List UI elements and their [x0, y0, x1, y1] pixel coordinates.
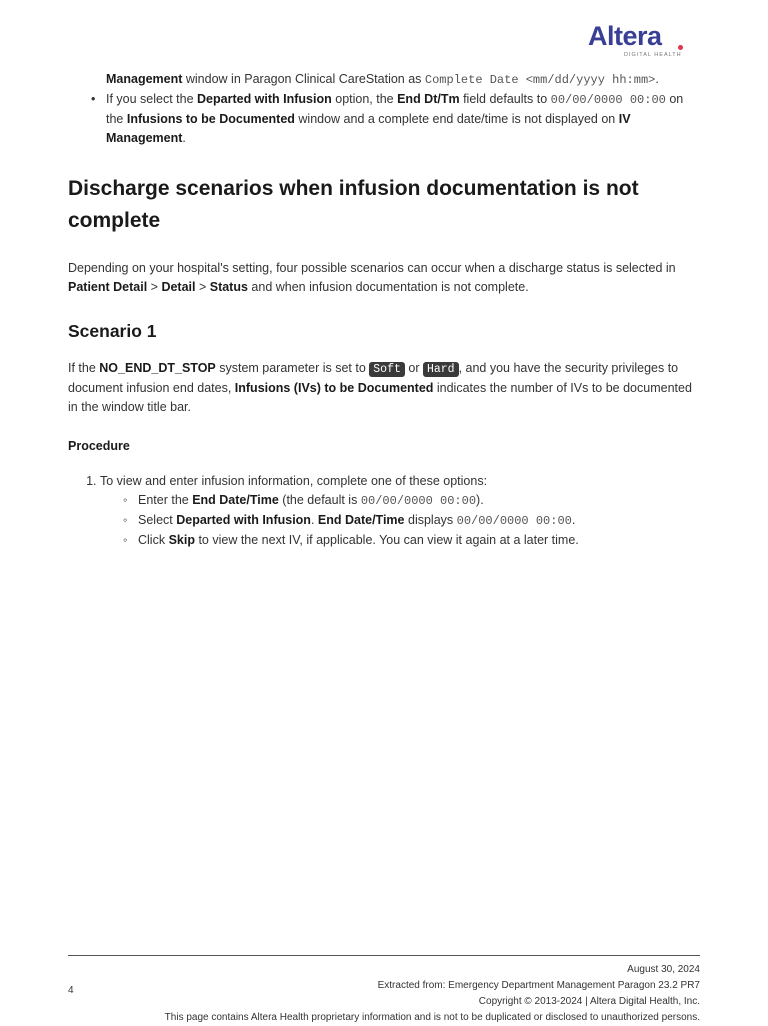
bold-term: End Date/Time: [317, 513, 405, 527]
option-item: ◦ Enter the End Date/Time (the default is 00/00/0000 00:00).: [138, 491, 700, 511]
section-heading: Discharge scenarios when infusion documentation is not complete: [68, 177, 639, 232]
bold-term: Skip: [168, 533, 195, 547]
bold-term: End Dt/Tm: [397, 92, 460, 106]
page-number: 4: [68, 985, 74, 996]
code-badge-soft: Soft: [369, 362, 405, 377]
document-body: [68, 70, 700, 550]
bold-term: Detail: [161, 280, 196, 294]
text: .: [655, 72, 659, 86]
footer-extracted: Extracted from: Emergency Department Management Paragon 23.2 PR7: [377, 980, 700, 991]
bold-term: Patient Detail: [68, 280, 148, 294]
procedure-list: [68, 472, 700, 550]
continued-bullet-text: [68, 70, 700, 90]
bullet-list: [68, 90, 700, 148]
code-text: 00/00/0000 00:00: [550, 93, 666, 107]
logo-wordmark: Altera: [588, 21, 662, 51]
altera-logo: [588, 20, 688, 56]
bold-term: Status: [209, 280, 248, 294]
scenario-heading: Scenario 1: [68, 321, 157, 341]
procedure-heading: Procedure: [68, 439, 130, 453]
bold-term: IV Management: [106, 112, 631, 145]
bold-term: Infusions (IVs) to be Documented: [234, 381, 434, 395]
bold-term: Infusions to be Documented: [126, 112, 295, 126]
bold-term: End Date/Time: [192, 493, 279, 507]
option-item: ◦ Click Skip to view the next IV, if applicable. You can view it again at a later time.: [138, 531, 700, 550]
option-item: ◦ Select Departed with Infusion. End Date/Time displays 00/00/0000 00:00.: [138, 511, 700, 531]
text: window in Paragon Clinical CareStation as: [182, 72, 425, 86]
scenario-paragraph: If the NO_END_DT_STOP system parameter is set to Soft or Hard , and you have the security privileges to document infusion end dates, Infusions (IVs) to be Documented indicates the number of IVs to be documented in the window title bar.: [68, 361, 692, 414]
logo-tagline: DIGITAL HEALTH: [624, 52, 682, 58]
code-text: 00/00/0000 00:00: [360, 494, 477, 508]
bold-term: Departed with Infusion: [197, 92, 332, 106]
footer-notice: This page contains Altera Health proprietary information and is not to be duplicated or disclosed to unauthorized persons.: [164, 1012, 700, 1023]
intro-paragraph: Depending on your hospital's setting, four possible scenarios can occur when a discharge status is selected in Patient Detail > Detail > Status and when infusion documentation is not complete.: [68, 261, 676, 294]
footer-divider: [68, 955, 700, 956]
footer-date: August 30, 2024: [627, 964, 700, 975]
code-badge-hard: Hard: [423, 362, 459, 377]
footer: [100, 962, 700, 1026]
bold-term: Departed with Infusion: [176, 513, 311, 527]
code-text: Complete Date <mm/dd/yyyy hh:mm>: [424, 73, 656, 87]
bold-term: Management: [106, 72, 183, 86]
bold-term: NO_END_DT_STOP: [99, 361, 216, 375]
options-list: [100, 491, 700, 550]
logo-dot: [678, 45, 683, 50]
footer-copyright: Copyright © 2013-2024 | Altera Digital Health, Inc.: [478, 996, 700, 1007]
code-text: 00/00/0000 00:00: [456, 514, 572, 528]
list-item: • If you select the Departed with Infusion option, the End Dt/Tm field defaults to 00/00/0000 00:00 on the Infusions to be Documented window and a complete end date/time is not displayed on IV Management.: [106, 90, 700, 148]
procedure-step: 1. To view and enter infusion information, complete one of these options: ◦ Enter the End Date/Time (the default is 00/00/0000 00:00). ◦ Select Departed with Infusion. End Date/Time displays 00/00/0000 00:00. ◦ Click Skip to view the next IV, if applicable. You can view it again at a later time.: [100, 472, 700, 550]
